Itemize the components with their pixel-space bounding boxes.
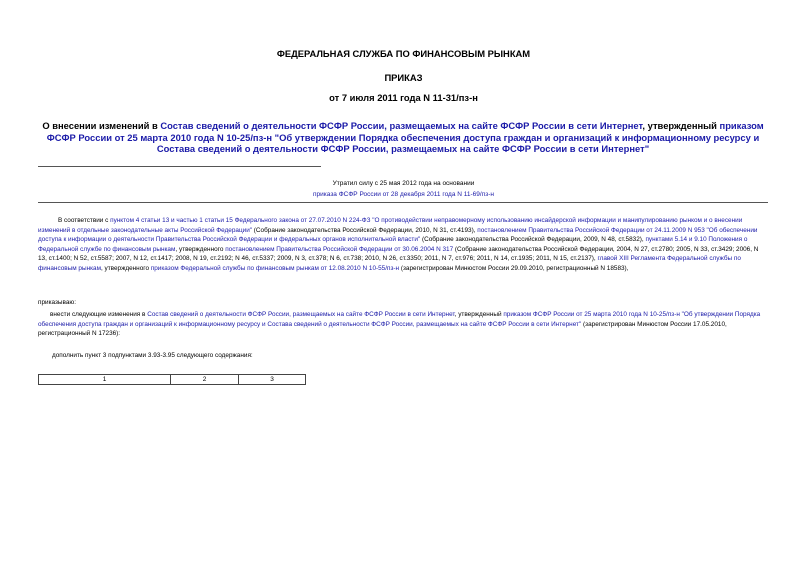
agency-name: ФЕДЕРАЛЬНАЯ СЛУЖБА ПО ФИНАНСОВЫМ РЫНКАМ xyxy=(276,48,531,59)
lapsed-notice xyxy=(0,179,807,200)
order-date: от 7 июля 2011 года N 11-31/пз-н xyxy=(329,92,478,103)
order-10-55-link[interactable]: приказом Федеральной службы по финансовым рынкам от 12.08.2010 N 10-55/пз-н xyxy=(150,264,400,272)
amendment-table xyxy=(38,374,306,385)
paragraph-text: , утвержденного xyxy=(175,245,226,253)
table-header-cell: 3 xyxy=(239,375,306,385)
order-10-25-link[interactable]: приказом ФСФР России от 25 марта 2010 года N 10-25/пз-н "Об утверждении Порядка обеспечения доступа граждан и организаций к информационному ресурсу и Состава сведений о деятельности ФСФР России, размещаемых на сайте ФСФР России в сети Интернет" xyxy=(38,311,761,328)
paragraph-text: , утвержденный xyxy=(454,311,504,318)
title-text: О внесении изменений в xyxy=(42,120,161,131)
paragraph-text: (Собрание законодательства Российской Федерации, 2010, N 31, ст.4193), xyxy=(252,226,478,234)
resolution-953-link[interactable]: постановлением Правительства Российской Федерации от 24.11.2009 N 953 "Об обеспечении доступа к информации о деятельности Правительства Российской Федерации и федеральных органов исполнительной власти" xyxy=(38,226,758,243)
table-header-cell: 1 xyxy=(39,375,171,385)
preamble-paragraph xyxy=(38,216,768,273)
order-word: приказываю: xyxy=(38,299,76,306)
paragraph-text: (Собрание законодательства Российской Федерации, 2004, N 27, ст.2780; 2005, N 33, ст.3429; 2006, N 13, ст.1400; N 52, ст.5587; 2007, N 12, ст.1417; 2008, N 19, ст.2192; N 46, ст.5337; 2009, N 3, ст.378; N 6, ст.738; 2010, N 26, ст.3350; 2011, N 7, ст.976; 2011, N 14, ст.1935; 2011, N 15, ст.2137), xyxy=(38,245,759,262)
amendment-paragraph xyxy=(38,310,768,339)
paragraph-text: (зарегистрирован Минюстом России 17.05.2010, регистрационный N 17236): xyxy=(38,320,727,337)
lapsed-order-link[interactable]: приказа ФСФР России от 28 декабря 2011 года N 11-69/пз-н xyxy=(313,190,494,198)
title-link-composition[interactable]: Состав сведений о деятельности ФСФР России, размещаемых на сайте ФСФР России в сети Интернет xyxy=(160,120,643,131)
resolution-317-link[interactable]: постановлением Правительства Российской Федерации от 30.06.2004 N 317 xyxy=(225,245,454,253)
table-row xyxy=(39,375,306,385)
paragraph-text: внести следующие изменения в xyxy=(50,311,148,318)
regulation-points-link[interactable]: пунктами 5.14 и 9.10 Положения о Федеральной службе по финансовым рынкам xyxy=(38,236,748,253)
paragraph-text: (Собрание законодательства Российской Федерации, 2009, N 48, ст.5832), xyxy=(420,236,646,243)
divider xyxy=(38,166,321,167)
table-header-cell: 2 xyxy=(171,375,239,385)
law-224fz-link[interactable]: пунктом 4 статьи 13 и частью 1 статьи 15 Федерального закона от 27.07.2010 N 224-ФЗ "О противодействии неправомерному использованию инсайдерской информации и манипулированию рынком и о внесении изменений в отдельные законодательные акты Российской Федерации" xyxy=(38,217,743,234)
document-type: ПРИКАЗ xyxy=(384,72,423,83)
divider xyxy=(38,202,768,203)
title-link-order[interactable]: приказом ФСФР России от 25 марта 2010 года N 10-25/пз-н "Об утверждении Порядка обеспечения доступа граждан и организаций к информационному ресурсу и Состава сведений о деятельности ФСФР России, размещаемых на сайте ФСФР России в сети Интернет" xyxy=(46,120,764,155)
paragraph-text: , утвержденного xyxy=(100,264,151,272)
lapsed-text: Утратил силу с 25 мая 2012 года на основании xyxy=(332,180,475,187)
reglament-chapter-link[interactable]: главой XIII Регламента Федеральной службы по финансовым рынкам xyxy=(38,255,741,272)
supplement-paragraph: дополнить пункт 3 подпунктами 3.93-3.95 следующего содержания: xyxy=(52,352,253,359)
page-title xyxy=(36,120,770,155)
paragraph-text: В соответствии с xyxy=(58,217,111,224)
paragraph-text: (зарегистрирован Минюстом России 29.09.2010, регистрационный N 18583), xyxy=(399,264,629,272)
composition-link[interactable]: Состав сведений о деятельности ФСФР России, размещаемых на сайте ФСФР России в сети Интернет xyxy=(147,311,455,318)
title-text: , утвержденный xyxy=(642,120,720,131)
